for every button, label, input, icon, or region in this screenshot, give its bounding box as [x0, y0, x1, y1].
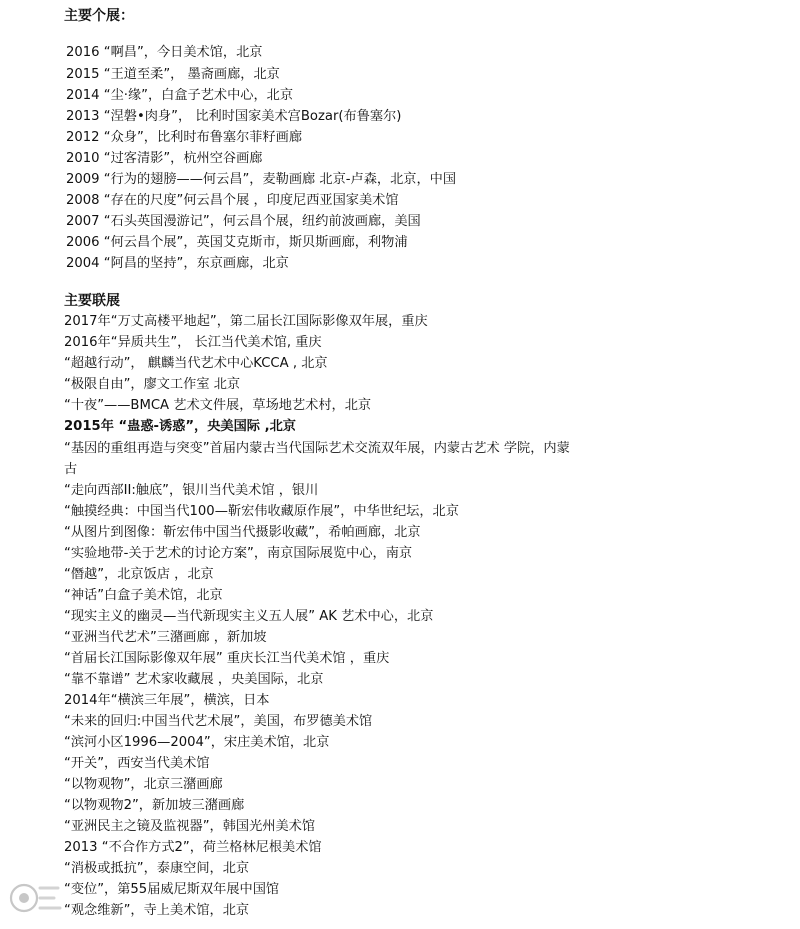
solo-item: 2006 “何云昌个展”，英国艾克斯市，斯贝斯画廊，利物浦 — [66, 235, 408, 250]
group-item: “未来的回归:中国当代艺术展”，美国，布罗德美术馆 — [64, 714, 373, 729]
group-item: “极限自由”，廖文工作室 北京 — [64, 377, 241, 392]
group-exhibitions-heading: 主要联展 — [64, 293, 120, 309]
solo-item: 2016 “啊昌”，今日美术馆，北京 — [66, 45, 263, 60]
solo-item: 2007 “石头英国漫游记”，何云昌个展，纽约前波画廊，美国 — [66, 214, 421, 229]
group-item: “实验地带-关于艺术的讨论方案”，南京国际展览中心，南京 — [64, 546, 413, 561]
group-item: “亚洲当代艺术”三潴画廊 ，新加坡 — [64, 630, 267, 645]
group-item: “触摸经典：中国当代100—靳宏伟收藏原作展”，中华世纪坛，北京 — [64, 504, 459, 519]
watermark-logo-icon — [6, 876, 66, 920]
solo-item: 2014 “尘·缘”，白盒子艺术中心，北京 — [66, 88, 294, 103]
group-item: 2014年“横滨三年展”，横滨，日本 — [64, 693, 270, 708]
solo-item: 2012 “众身”，比利时布鲁塞尔菲籽画廊 — [66, 130, 303, 145]
solo-item: 2010 “过客清影”，杭州空谷画廊 — [66, 151, 263, 166]
group-item: “基因的重组再造与突变”首届内蒙古当代国际艺术交流双年展，内蒙古艺术 学院，内蒙 — [64, 441, 570, 456]
group-item: 古 — [64, 462, 78, 477]
group-item: “现实主义的幽灵—当代新现实主义五人展” AK 艺术中心，北京 — [64, 609, 434, 624]
group-item: 2017年“万丈高楼平地起”，第二届长江国际影像双年展，重庆 — [64, 314, 428, 329]
group-item: “十夜”——BMCA 艺术文件展，草场地艺术村，北京 — [64, 398, 372, 413]
group-item: “消极或抵抗”，泰康空间，北京 — [64, 861, 250, 876]
solo-exhibitions-heading: 主要个展： — [64, 8, 134, 24]
group-item: “靠不靠谱” 艺术家收藏展 ，央美国际，北京 — [64, 672, 324, 687]
group-item: “开关”，西安当代美术馆 — [64, 756, 210, 771]
group-item: “以物观物”，北京三潴画廊 — [64, 777, 223, 792]
group-item: “走向西部II:触底”，银川当代美术馆 ，银川 — [64, 483, 319, 498]
solo-item: 2009 “行为的翅膀——何云昌”，麦勒画廊 北京-卢森，北京，中国 — [66, 172, 457, 187]
solo-item: 2008 “存在的尺度”何云昌个展 ，印度尼西亚国家美术馆 — [66, 193, 399, 208]
group-item: 2013 “不合作方式2”，荷兰格林尼根美术馆 — [64, 840, 322, 855]
group-item: “从图片到图像：靳宏伟中国当代摄影收藏”，希帕画廊，北京 — [64, 525, 421, 540]
group-item: “滨河小区1996—2004”，宋庄美术馆，北京 — [64, 735, 330, 750]
group-item: “僭越”，北京饭店 ，北京 — [64, 567, 214, 582]
group-item: 2016年“异质共生”， 长江当代美术馆, 重庆 — [64, 335, 322, 350]
solo-item: 2013 “涅磐•肉身”， 比利时国家美术宫Bozar(布鲁塞尔) — [66, 109, 402, 124]
group-item: “观念维新”，寺上美术馆，北京 — [64, 903, 250, 918]
group-item: “亚洲民主之镜及监视器”，韩国光州美术馆 — [64, 819, 316, 834]
group-item: “变位”，第55届威尼斯双年展中国馆 — [64, 882, 280, 897]
solo-item: 2015 “王道至柔”， 墨斋画廊，北京 — [66, 67, 280, 82]
group-item: “以物观物2”，新加坡三潴画廊 — [64, 798, 245, 813]
group-item: “神话”白盒子美术馆，北京 — [64, 588, 223, 603]
group-item: 2015年 “蛊惑-诱惑”，央美国际 ,北京 — [64, 419, 296, 434]
group-item: “超越行动”， 麒麟当代艺术中心KCCA , 北京 — [64, 356, 328, 371]
group-item: “首届长江国际影像双年展” 重庆长江当代美术馆 ，重庆 — [64, 651, 390, 666]
solo-item: 2004 “阿昌的坚持”，东京画廊，北京 — [66, 256, 289, 271]
